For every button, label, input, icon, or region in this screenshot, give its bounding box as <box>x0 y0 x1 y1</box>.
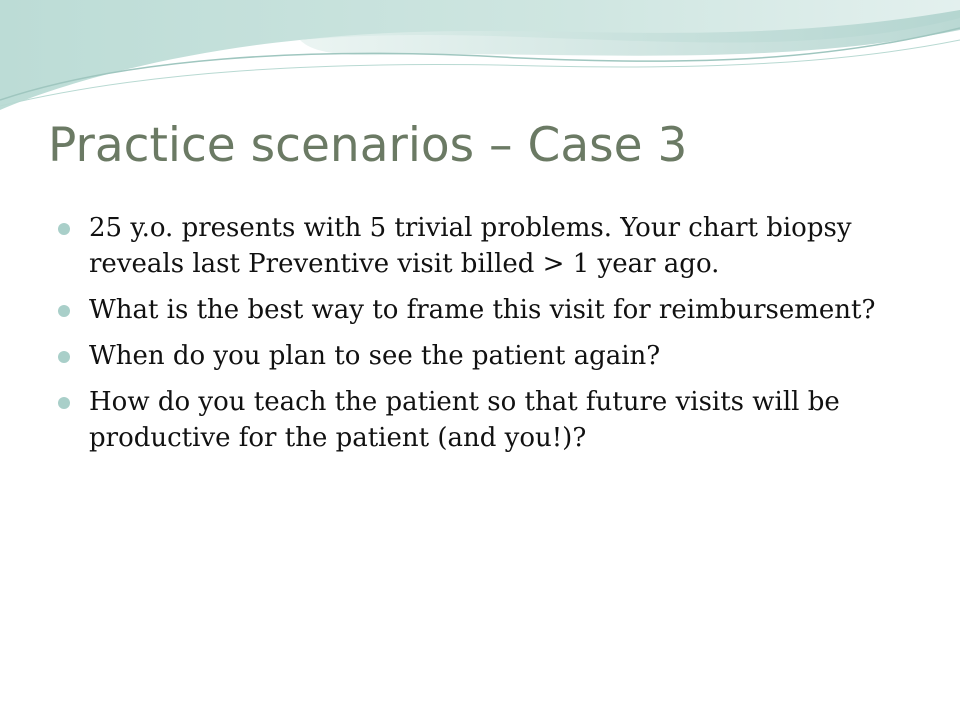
bullet-list <box>56 210 906 466</box>
bullet-text: When do you plan to see the patient again? <box>89 341 661 371</box>
bullet-dot-icon <box>58 223 70 235</box>
bullet-text: How do you teach the patient so that future visits will be productive for the patient (and you!)? <box>89 387 840 453</box>
header-wave-decoration <box>0 0 960 120</box>
bullet-dot-icon <box>58 351 70 363</box>
bullet-item <box>56 384 906 456</box>
slide-title: Practice scenarios – Case 3 <box>48 118 688 173</box>
bullet-dot-icon <box>58 305 70 317</box>
bullet-dot-icon <box>58 397 70 409</box>
bullet-item <box>56 338 906 374</box>
bullet-item <box>56 210 906 282</box>
bullet-text: 25 y.o. presents with 5 trivial problems. Your chart biopsy reveals last Preventive visit billed > 1 year ago. <box>89 213 852 279</box>
bullet-item <box>56 292 906 328</box>
bullet-text: What is the best way to frame this visit for reimbursement? <box>89 295 876 325</box>
